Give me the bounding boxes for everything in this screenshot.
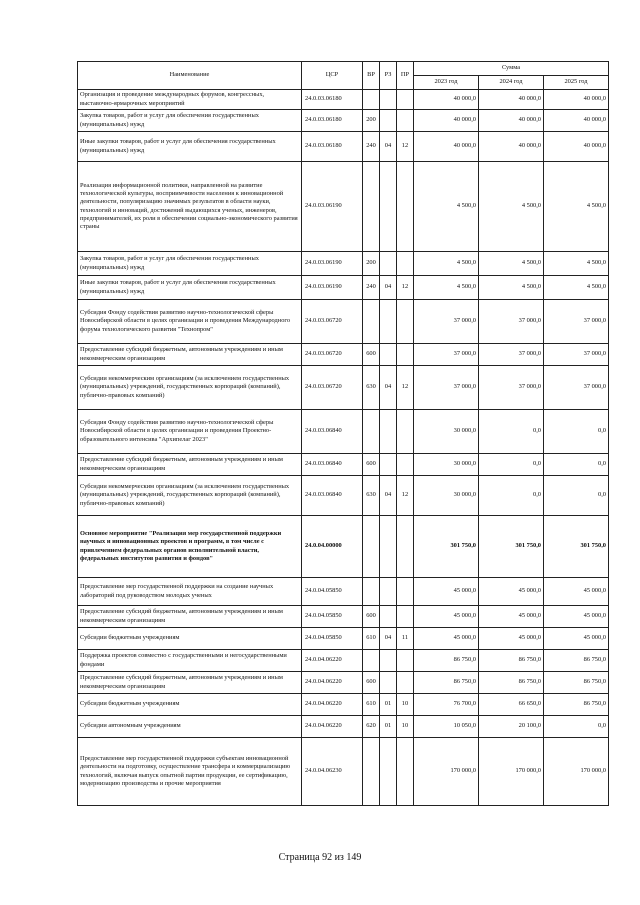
row-name: Организация и проведение международных форумов, конгрессных, выставочно-ярмарочных мероприятий	[78, 90, 302, 110]
row-pr	[397, 454, 414, 476]
row-sum-2025: 86 750,0	[544, 672, 609, 694]
row-pr	[397, 110, 414, 132]
row-rz	[380, 454, 397, 476]
row-pr	[397, 578, 414, 606]
row-sum-2025: 40 000,0	[544, 132, 609, 162]
row-name: Закупка товаров, работ и услуг для обеспечения государственных (муниципальных) нужд	[78, 252, 302, 276]
row-name: Иные закупки товаров, работ и услуг для обеспечения государственных (муниципальных) нужд	[78, 132, 302, 162]
row-vr	[363, 738, 380, 806]
header-year-2024: 2024 год	[479, 76, 544, 90]
row-csr: 24.0.03.06720	[302, 300, 363, 344]
row-vr	[363, 300, 380, 344]
row-pr: 10	[397, 716, 414, 738]
row-sum-2024: 45 000,0	[479, 628, 544, 650]
row-csr: 24.0.03.06840	[302, 476, 363, 516]
row-name: Иные закупки товаров, работ и услуг для обеспечения государственных (муниципальных) нужд	[78, 276, 302, 300]
table-row	[78, 694, 609, 716]
row-rz	[380, 606, 397, 628]
table-row	[78, 410, 609, 454]
row-vr	[363, 578, 380, 606]
row-vr: 200	[363, 110, 380, 132]
row-name: Реализация информационной политики, направленной на развитие технологической культуры, восприимчивости населения к инновационной деятельности, популяризацию значимых результатов в области науки, технологий и инноваций, достижений выдающихся ученых, инженеров, предпринимателей, их роли в обеспечении социально-экономического развития страны	[78, 162, 302, 252]
row-rz: 01	[380, 716, 397, 738]
row-name: Предоставление субсидий бюджетным, автономным учреждениям и иным некоммерческим организациям	[78, 606, 302, 628]
row-pr	[397, 516, 414, 578]
row-sum-2025: 45 000,0	[544, 628, 609, 650]
row-pr	[397, 162, 414, 252]
row-pr: 12	[397, 476, 414, 516]
row-sum-2025: 0,0	[544, 410, 609, 454]
table-row	[78, 476, 609, 516]
row-sum-2023: 4 500,0	[414, 162, 479, 252]
row-sum-2023: 30 000,0	[414, 454, 479, 476]
page-number: Страница 92 из 149	[278, 852, 362, 863]
row-rz	[380, 516, 397, 578]
row-pr	[397, 252, 414, 276]
row-sum-2023: 45 000,0	[414, 606, 479, 628]
header-name: Наименование	[78, 62, 302, 90]
row-name: Предоставление субсидий бюджетным, автономным учреждениям и иным некоммерческим организациям	[78, 672, 302, 694]
table-row	[78, 162, 609, 252]
row-sum-2024: 4 500,0	[479, 162, 544, 252]
table-row	[78, 672, 609, 694]
row-sum-2024: 66 650,0	[479, 694, 544, 716]
table-row	[78, 90, 609, 110]
row-sum-2025: 0,0	[544, 476, 609, 516]
row-sum-2023: 4 500,0	[414, 252, 479, 276]
row-rz	[380, 162, 397, 252]
row-vr	[363, 516, 380, 578]
row-sum-2025: 40 000,0	[544, 110, 609, 132]
row-rz: 04	[380, 276, 397, 300]
row-csr: 24.0.03.06190	[302, 276, 363, 300]
table-row	[78, 344, 609, 366]
row-vr: 630	[363, 366, 380, 410]
row-vr: 600	[363, 344, 380, 366]
row-csr: 24.0.03.06720	[302, 366, 363, 410]
row-vr: 610	[363, 628, 380, 650]
row-sum-2023: 40 000,0	[414, 132, 479, 162]
row-pr	[397, 606, 414, 628]
row-sum-2023: 40 000,0	[414, 90, 479, 110]
row-rz	[380, 738, 397, 806]
row-vr: 620	[363, 716, 380, 738]
row-sum-2025: 170 000,0	[544, 738, 609, 806]
row-sum-2025: 0,0	[544, 454, 609, 476]
table-row	[78, 606, 609, 628]
row-sum-2025: 86 750,0	[544, 694, 609, 716]
row-rz	[380, 578, 397, 606]
row-pr: 12	[397, 132, 414, 162]
row-csr: 24.0.03.06720	[302, 344, 363, 366]
header-year-2025: 2025 год	[544, 76, 609, 90]
row-pr	[397, 344, 414, 366]
row-csr: 24.0.04.06230	[302, 738, 363, 806]
table-row	[78, 738, 609, 806]
row-sum-2024: 40 000,0	[479, 110, 544, 132]
row-sum-2023: 37 000,0	[414, 366, 479, 410]
row-csr: 24.0.03.06190	[302, 252, 363, 276]
row-rz	[380, 110, 397, 132]
row-vr: 200	[363, 252, 380, 276]
row-csr: 24.0.04.05850	[302, 628, 363, 650]
row-name: Субсидия Фонду содействия развитию научно-технологической сферы Новосибирской области в целях организации и проведения Проектно-образовательного интенсива "Архипелаг 2023"	[78, 410, 302, 454]
row-sum-2024: 0,0	[479, 476, 544, 516]
row-sum-2024: 86 750,0	[479, 650, 544, 672]
row-sum-2024: 37 000,0	[479, 344, 544, 366]
row-vr: 600	[363, 606, 380, 628]
table-row	[78, 454, 609, 476]
row-sum-2024: 40 000,0	[479, 90, 544, 110]
row-sum-2023: 4 500,0	[414, 276, 479, 300]
row-csr: 24.0.03.06180	[302, 132, 363, 162]
table-row	[78, 110, 609, 132]
row-rz	[380, 672, 397, 694]
row-vr	[363, 90, 380, 110]
table-row	[78, 366, 609, 410]
row-rz: 01	[380, 694, 397, 716]
row-name: Субсидии некоммерческим организациям (за исключением государственных (муниципальных) учреждений, государственных корпораций (компаний), публично-правовых компаний)	[78, 366, 302, 410]
row-vr: 610	[363, 694, 380, 716]
table-row	[78, 628, 609, 650]
row-sum-2025: 45 000,0	[544, 578, 609, 606]
row-sum-2024: 45 000,0	[479, 578, 544, 606]
row-name: Субсидии автономным учреждениям	[78, 716, 302, 738]
row-sum-2024: 4 500,0	[479, 252, 544, 276]
row-sum-2024: 0,0	[479, 454, 544, 476]
row-pr	[397, 650, 414, 672]
row-sum-2025: 86 750,0	[544, 650, 609, 672]
row-sum-2025: 37 000,0	[544, 366, 609, 410]
row-pr	[397, 738, 414, 806]
row-sum-2024: 86 750,0	[479, 672, 544, 694]
header-rz: РЗ	[380, 62, 397, 90]
row-pr	[397, 300, 414, 344]
row-sum-2025: 0,0	[544, 716, 609, 738]
row-pr: 10	[397, 694, 414, 716]
row-csr: 24.0.03.06840	[302, 454, 363, 476]
row-sum-2025: 40 000,0	[544, 90, 609, 110]
row-rz	[380, 410, 397, 454]
row-sum-2023: 37 000,0	[414, 344, 479, 366]
row-sum-2025: 37 000,0	[544, 344, 609, 366]
row-pr	[397, 672, 414, 694]
row-sum-2023: 86 750,0	[414, 650, 479, 672]
row-rz: 04	[380, 132, 397, 162]
row-sum-2023: 30 000,0	[414, 410, 479, 454]
table-row	[78, 516, 609, 578]
header-row	[78, 62, 609, 76]
row-csr: 24.0.03.06190	[302, 162, 363, 252]
row-sum-2023: 45 000,0	[414, 628, 479, 650]
header-vr: ВР	[363, 62, 380, 90]
table-row	[78, 276, 609, 300]
row-sum-2023: 37 000,0	[414, 300, 479, 344]
row-csr: 24.0.03.06180	[302, 110, 363, 132]
row-pr: 12	[397, 366, 414, 410]
table-row	[78, 716, 609, 738]
row-csr: 24.0.03.06840	[302, 410, 363, 454]
row-csr: 24.0.04.05850	[302, 578, 363, 606]
row-sum-2023: 86 750,0	[414, 672, 479, 694]
budget-table	[77, 61, 609, 806]
row-sum-2024: 301 750,0	[479, 516, 544, 578]
row-pr	[397, 410, 414, 454]
row-vr: 240	[363, 276, 380, 300]
row-sum-2023: 76 700,0	[414, 694, 479, 716]
row-sum-2024: 45 000,0	[479, 606, 544, 628]
row-name: Предоставление мер государственной поддержки субъектам инновационной деятельности на подготовку, осуществление трансфера и коммерциализацию технологий, включая выпуск опытной партии продукции, ее сертификацию, модернизацию производства и прочие мероприятия	[78, 738, 302, 806]
row-sum-2023: 30 000,0	[414, 476, 479, 516]
row-vr: 600	[363, 672, 380, 694]
row-vr: 630	[363, 476, 380, 516]
row-sum-2024: 0,0	[479, 410, 544, 454]
row-name: Закупка товаров, работ и услуг для обеспечения государственных (муниципальных) нужд	[78, 110, 302, 132]
row-sum-2023: 45 000,0	[414, 578, 479, 606]
table-row	[78, 252, 609, 276]
row-sum-2024: 37 000,0	[479, 366, 544, 410]
table-row	[78, 650, 609, 672]
table-row	[78, 132, 609, 162]
row-rz	[380, 344, 397, 366]
row-csr: 24.0.04.00000	[302, 516, 363, 578]
row-sum-2024: 20 100,0	[479, 716, 544, 738]
header-year-2023: 2023 год	[414, 76, 479, 90]
row-vr	[363, 650, 380, 672]
header-csr: ЦСР	[302, 62, 363, 90]
row-sum-2023: 40 000,0	[414, 110, 479, 132]
row-rz	[380, 300, 397, 344]
row-sum-2025: 45 000,0	[544, 606, 609, 628]
row-rz	[380, 90, 397, 110]
row-rz: 04	[380, 366, 397, 410]
row-name: Предоставление субсидий бюджетным, автономным учреждениям и иным некоммерческим организациям	[78, 454, 302, 476]
row-sum-2025: 4 500,0	[544, 162, 609, 252]
row-vr	[363, 162, 380, 252]
row-sum-2023: 10 050,0	[414, 716, 479, 738]
row-csr: 24.0.03.06180	[302, 90, 363, 110]
row-sum-2025: 4 500,0	[544, 276, 609, 300]
row-csr: 24.0.04.06220	[302, 672, 363, 694]
row-pr: 11	[397, 628, 414, 650]
header-pr: ПР	[397, 62, 414, 90]
row-csr: 24.0.04.05850	[302, 606, 363, 628]
table-row	[78, 578, 609, 606]
table-row	[78, 300, 609, 344]
row-pr	[397, 90, 414, 110]
row-sum-2023: 301 750,0	[414, 516, 479, 578]
row-vr: 600	[363, 454, 380, 476]
row-name: Предоставление субсидий бюджетным, автономным учреждениям и иным некоммерческим организациям	[78, 344, 302, 366]
row-sum-2025: 4 500,0	[544, 252, 609, 276]
row-name: Субсидия Фонду содействия развитию научно-технологической сферы Новосибирской области в целях организации и проведения Международного форума технологического развития "Технопром"	[78, 300, 302, 344]
row-sum-2024: 37 000,0	[479, 300, 544, 344]
row-name: Субсидии бюджетным учреждениям	[78, 628, 302, 650]
row-name: Предоставление мер государственной поддержки на создание научных лабораторий под руководством молодых ученых	[78, 578, 302, 606]
row-sum-2023: 170 000,0	[414, 738, 479, 806]
row-pr: 12	[397, 276, 414, 300]
row-sum-2024: 170 000,0	[479, 738, 544, 806]
row-rz: 04	[380, 628, 397, 650]
row-rz: 04	[380, 476, 397, 516]
row-vr: 240	[363, 132, 380, 162]
row-name: Основное мероприятие "Реализация мер государственной поддержки научных и инновационных проектов и программ, в том числе с привлечением федеральных органов исполнительной власти, федеральных институтов развития и фондов"	[78, 516, 302, 578]
row-rz	[380, 252, 397, 276]
row-sum-2025: 37 000,0	[544, 300, 609, 344]
row-csr: 24.0.04.06220	[302, 694, 363, 716]
row-rz	[380, 650, 397, 672]
header-sum: Сумма	[414, 62, 609, 76]
row-name: Субсидии бюджетным учреждениям	[78, 694, 302, 716]
row-csr: 24.0.04.06220	[302, 716, 363, 738]
row-csr: 24.0.04.06220	[302, 650, 363, 672]
row-sum-2024: 4 500,0	[479, 276, 544, 300]
row-sum-2024: 40 000,0	[479, 132, 544, 162]
row-vr	[363, 410, 380, 454]
row-name: Поддержка проектов совместно с государственными и негосударственными фондами	[78, 650, 302, 672]
row-name: Субсидии некоммерческим организациям (за исключением государственных (муниципальных) учреждений, государственных корпораций (компаний), публично-правовых компаний)	[78, 476, 302, 516]
row-sum-2025: 301 750,0	[544, 516, 609, 578]
